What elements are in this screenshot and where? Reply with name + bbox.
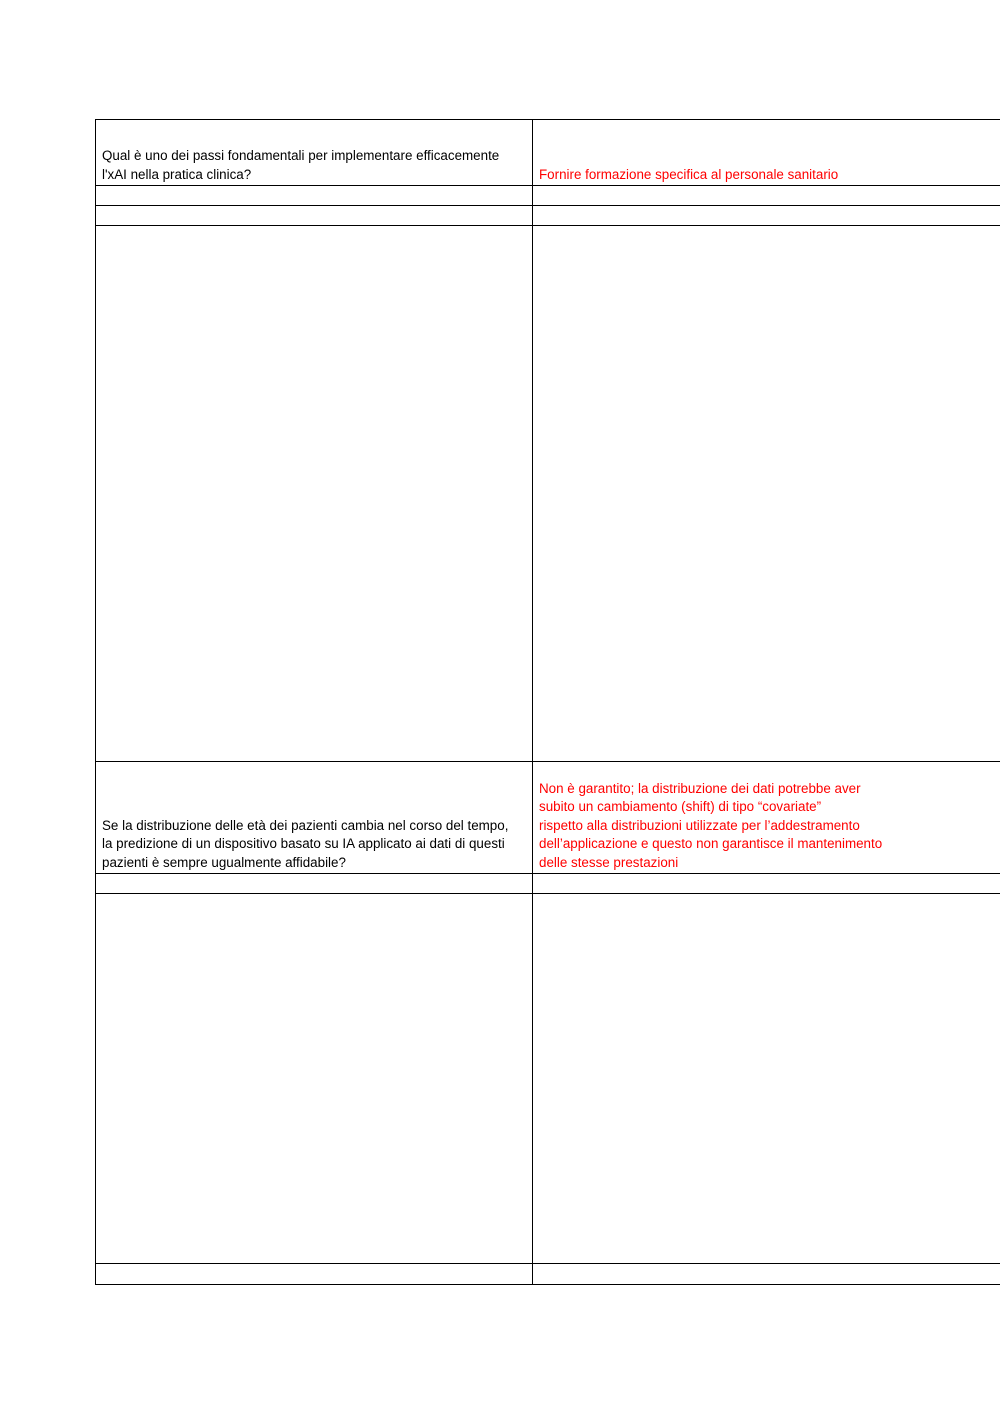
empty-cell[interactable] [96, 186, 533, 206]
empty-cell[interactable] [533, 894, 1000, 1264]
empty-cell[interactable] [96, 894, 533, 1264]
answer-cell[interactable] [533, 762, 1000, 874]
empty-cell[interactable] [96, 226, 533, 762]
table-row [96, 1264, 1000, 1285]
empty-cell[interactable] [96, 874, 533, 894]
question-text-line: Se la distribuzione delle età dei pazienti cambia nel corso del tempo, [102, 817, 509, 833]
answer-text-line: delle stesse prestazioni [539, 854, 679, 870]
empty-cell[interactable] [533, 226, 1000, 762]
table-row [96, 894, 1000, 1264]
question-cell[interactable] [96, 120, 533, 186]
question-text-line: Qual è uno dei passi fondamentali per implementare efficacemente [102, 148, 500, 163]
table-row [96, 762, 1000, 874]
table-row [96, 206, 1000, 226]
answer-text-line: subito un cambiamento (shift) di tipo “covariate” [539, 799, 822, 814]
empty-cell[interactable] [533, 206, 1000, 226]
table-row [96, 874, 1000, 894]
answer-text-line: rispetto alla distribuzioni utilizzate per l’addestramento [539, 817, 860, 833]
answer-text-line: dell’applicazione e questo non garantisce il mantenimento [539, 836, 883, 851]
answer-text-line: Non è garantito; la distribuzione dei dati potrebbe aver [539, 780, 861, 796]
empty-cell[interactable] [533, 186, 1000, 206]
spreadsheet-table [95, 119, 1000, 1285]
empty-cell[interactable] [96, 1264, 533, 1285]
question-text-line: la predizione di un dispositivo basato su IA applicato ai dati di questi [102, 836, 505, 851]
table-row [96, 120, 1000, 186]
question-text-line: l'xAI nella pratica clinica? [102, 166, 252, 182]
answer-text-line: Fornire formazione specifica al personale sanitario [539, 166, 839, 182]
answer-cell[interactable] [533, 120, 1000, 186]
table-row [96, 186, 1000, 206]
question-cell[interactable] [96, 762, 533, 874]
empty-cell[interactable] [96, 206, 533, 226]
empty-cell[interactable] [533, 874, 1000, 894]
empty-cell[interactable] [533, 1264, 1000, 1285]
question-text-line: pazienti è sempre ugualmente affidabile? [102, 854, 346, 870]
table-row [96, 226, 1000, 762]
